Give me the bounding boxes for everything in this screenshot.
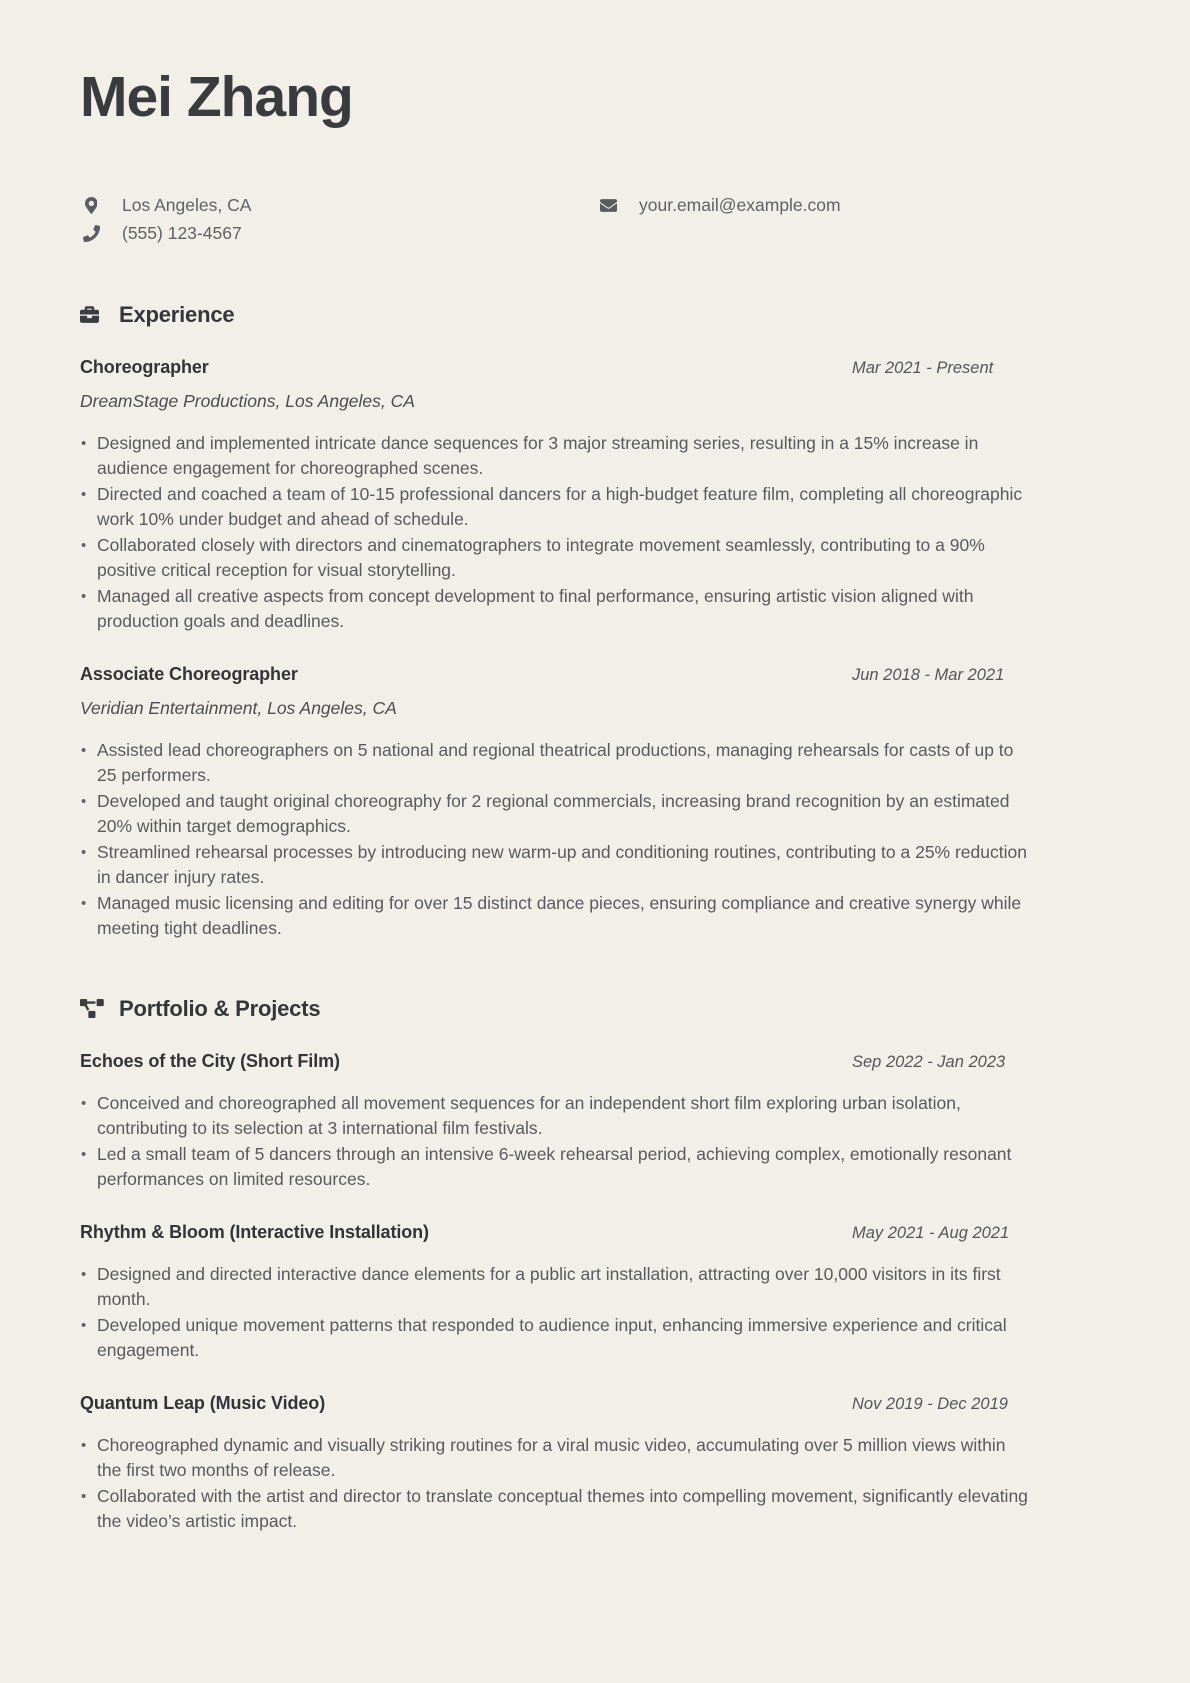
entry-header: [80, 1051, 1110, 1072]
entry-bullets: [80, 1262, 1028, 1364]
briefcase-icon: [80, 305, 104, 324]
bullet-item: • Choreographed dynamic and visually striking routines for a viral music video, accumulating over 5 million views within the first two months of release.: [80, 1433, 1028, 1484]
bullet-item: • Conceived and choreographed all movement sequences for an independent short film exploring urban isolation, contributing to its selection at 3 international film festivals.: [80, 1091, 1028, 1142]
resume-entry: [80, 1051, 1110, 1193]
contact-email: [597, 192, 841, 220]
contact-block: [80, 192, 1110, 248]
contact-location-text: Los Angeles, CA: [122, 195, 252, 216]
bullet-item: • Collaborated with the artist and director to translate conceptual themes into compelling movement, significantly elevating the video’s artistic impact.: [80, 1484, 1028, 1535]
entry-bullets: [80, 1091, 1028, 1193]
entry-subtitle: DreamStage Productions, Los Angeles, CA: [80, 390, 415, 411]
entry-dates: Jun 2018 - Mar 2021: [852, 665, 1005, 684]
bullet-item: • Streamlined rehearsal processes by introducing new warm-up and conditioning routines, contributing to a 25% reduction in dancer injury rates.: [80, 840, 1028, 891]
bullet-item: • Managed all creative aspects from concept development to final performance, ensuring artistic vision aligned with production goals and deadlines.: [80, 584, 1028, 635]
entry-dates: May 2021 - Aug 2021: [852, 1223, 1010, 1242]
entry-header: [80, 1393, 1110, 1414]
entry-bullets: [80, 1433, 1028, 1535]
bullet-item: • Designed and implemented intricate dance sequences for 3 major streaming series, resulting in a 15% increase in audience engagement for choreographed scenes.: [80, 431, 1028, 482]
entry-header: [80, 1222, 1110, 1243]
resume-section: [80, 996, 1110, 1535]
entry-title: Rhythm & Bloom (Interactive Installation): [80, 1221, 429, 1242]
entry-title: Quantum Leap (Music Video): [80, 1392, 326, 1413]
section-title: Portfolio & Projects: [119, 995, 321, 1021]
entry-bullets: [80, 738, 1028, 942]
section-entries: [80, 357, 1110, 942]
phone-icon: [80, 225, 102, 242]
bullet-item: • Developed unique movement patterns that responded to audience input, enhancing immersive experience and critical engagement.: [80, 1313, 1028, 1364]
contact-email-text: your.email@example.com: [639, 195, 841, 216]
resume-section: [80, 302, 1110, 942]
bullet-item: • Developed and taught original choreography for 2 regional commercials, increasing brand recognition by an estimated 20% within target demographics.: [80, 789, 1028, 840]
entry-dates: Sep 2022 - Jan 2023: [852, 1052, 1006, 1071]
bullet-item: • Directed and coached a team of 10-15 professional dancers for a high-budget feature film, completing all choreographic work 10% under budget and ahead of schedule.: [80, 482, 1028, 533]
contact-location: [80, 192, 597, 220]
contact-phone-text: (555) 123-4567: [122, 223, 242, 244]
bullet-item: • Collaborated closely with directors and cinematographers to integrate movement seamlessly, contributing to a 90% positive critical reception for visual storytelling.: [80, 533, 1028, 584]
entry-bullets: [80, 431, 1028, 635]
project-diagram-icon: [80, 999, 104, 1018]
resume-entry: [80, 664, 1110, 942]
contact-column-left: [80, 192, 597, 248]
envelope-icon: [597, 197, 619, 214]
resume-entry: [80, 357, 1110, 635]
entry-subtitle: Veridian Entertainment, Los Angeles, CA: [80, 697, 397, 718]
entry-title: Choreographer: [80, 356, 209, 377]
bullet-item: • Assisted lead choreographers on 5 national and regional theatrical productions, managing rehearsals for casts of up to 25 performers.: [80, 738, 1028, 789]
bullet-item: • Designed and directed interactive dance elements for a public art installation, attracting over 10,000 visitors in its first month.: [80, 1262, 1028, 1313]
resume-entry: [80, 1222, 1110, 1364]
entry-header: [80, 357, 1110, 378]
section-header: [80, 302, 1110, 328]
contact-phone: [80, 220, 597, 248]
section-header: [80, 996, 1110, 1022]
entry-title: Echoes of the City (Short Film): [80, 1050, 340, 1071]
bullet-item: • Led a small team of 5 dancers through an intensive 6-week rehearsal period, achieving complex, emotionally resonant performances on limited resources.: [80, 1142, 1028, 1193]
resume-entry: [80, 1393, 1110, 1535]
entry-title: Associate Choreographer: [80, 663, 298, 684]
section-entries: [80, 1051, 1110, 1535]
entry-header: [80, 664, 1110, 685]
contact-column-right: [597, 192, 841, 248]
location-pin-icon: [80, 197, 102, 214]
bullet-item: • Managed music licensing and editing for over 15 distinct dance pieces, ensuring compliance and creative synergy while meeting tight deadlines.: [80, 891, 1028, 942]
entry-dates: Nov 2019 - Dec 2019: [852, 1394, 1008, 1413]
sections-root: [80, 302, 1110, 1535]
page-title: Mei Zhang: [80, 65, 353, 129]
entry-dates: Mar 2021 - Present: [852, 358, 994, 377]
section-title: Experience: [119, 301, 235, 327]
